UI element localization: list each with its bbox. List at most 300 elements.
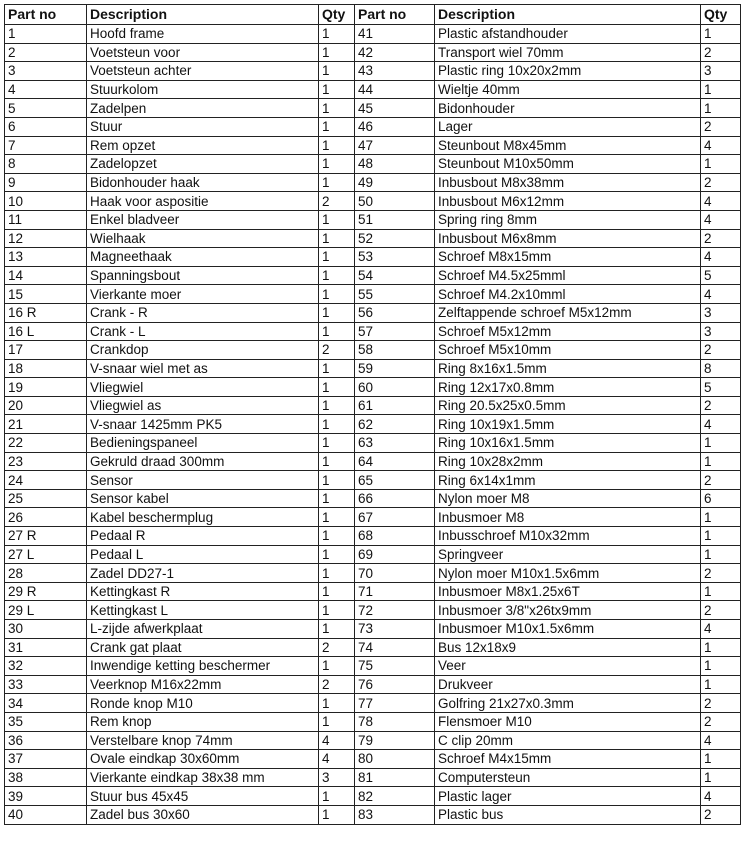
- cell-part-no-right: 81: [355, 768, 435, 787]
- cell-qty-right: 1: [701, 657, 741, 676]
- cell-qty-left: 1: [319, 80, 355, 99]
- cell-description-right: Schroef M5x10mm: [435, 341, 701, 360]
- cell-part-no-right: 50: [355, 192, 435, 211]
- cell-description-right: Inbusmoer M8: [435, 508, 701, 527]
- cell-part-no-right: 78: [355, 712, 435, 731]
- table-row: [5, 210, 741, 229]
- cell-description-right: Nylon moer M8: [435, 489, 701, 508]
- cell-qty-right: 2: [701, 712, 741, 731]
- cell-qty-right: 1: [701, 582, 741, 601]
- cell-description-right: Springveer: [435, 545, 701, 564]
- table-row: [5, 805, 741, 824]
- cell-description-right: Transport wiel 70mm: [435, 43, 701, 62]
- table-row: [5, 675, 741, 694]
- cell-description-right: Ring 6x14x1mm: [435, 471, 701, 490]
- cell-part-no-left: 6: [5, 117, 87, 136]
- cell-description-right: Steunbout M10x50mm: [435, 155, 701, 174]
- cell-part-no-left: 11: [5, 210, 87, 229]
- cell-part-no-left: 15: [5, 285, 87, 304]
- cell-part-no-right: 51: [355, 210, 435, 229]
- cell-qty-right: 1: [701, 675, 741, 694]
- cell-description-left: Vliegwiel as: [87, 396, 319, 415]
- cell-description-left: Zadelopzet: [87, 155, 319, 174]
- cell-description-right: Inbusmoer 3/8"x26tx9mm: [435, 601, 701, 620]
- cell-qty-right: 3: [701, 322, 741, 341]
- table-row: [5, 452, 741, 471]
- cell-part-no-left: 9: [5, 173, 87, 192]
- cell-qty-left: 1: [319, 266, 355, 285]
- cell-description-left: Vierkante eindkap 38x38 mm: [87, 768, 319, 787]
- cell-qty-left: 1: [319, 43, 355, 62]
- table-row: [5, 415, 741, 434]
- cell-description-right: Inbusmoer M8x1.25x6T: [435, 582, 701, 601]
- cell-qty-left: 1: [319, 489, 355, 508]
- cell-description-left: Crankdop: [87, 341, 319, 360]
- cell-qty-left: 1: [319, 712, 355, 731]
- cell-part-no-left: 18: [5, 359, 87, 378]
- cell-qty-left: 2: [319, 341, 355, 360]
- cell-part-no-left: 4: [5, 80, 87, 99]
- cell-part-no-left: 21: [5, 415, 87, 434]
- cell-qty-left: 1: [319, 25, 355, 44]
- cell-qty-right: 2: [701, 341, 741, 360]
- table-row: [5, 768, 741, 787]
- cell-part-no-left: 30: [5, 620, 87, 639]
- cell-part-no-left: 25: [5, 489, 87, 508]
- cell-qty-right: 2: [701, 396, 741, 415]
- cell-description-right: Ring 10x19x1.5mm: [435, 415, 701, 434]
- cell-part-no-left: 31: [5, 638, 87, 657]
- cell-qty-right: 5: [701, 378, 741, 397]
- cell-part-no-left: 3: [5, 62, 87, 81]
- cell-part-no-left: 20: [5, 396, 87, 415]
- cell-part-no-right: 55: [355, 285, 435, 304]
- cell-part-no-left: 5: [5, 99, 87, 118]
- cell-qty-left: 1: [319, 415, 355, 434]
- cell-description-right: Ring 20.5x25x0.5mm: [435, 396, 701, 415]
- cell-qty-right: 1: [701, 25, 741, 44]
- cell-part-no-left: 39: [5, 787, 87, 806]
- cell-description-left: Gekruld draad 300mm: [87, 452, 319, 471]
- cell-part-no-right: 57: [355, 322, 435, 341]
- cell-part-no-left: 29 R: [5, 582, 87, 601]
- table-row: [5, 508, 741, 527]
- cell-qty-right: 2: [701, 173, 741, 192]
- cell-part-no-right: 66: [355, 489, 435, 508]
- table-row: [5, 620, 741, 639]
- cell-part-no-right: 70: [355, 564, 435, 583]
- table-row: [5, 359, 741, 378]
- cell-description-left: Kettingkast R: [87, 582, 319, 601]
- cell-part-no-right: 49: [355, 173, 435, 192]
- cell-part-no-left: 28: [5, 564, 87, 583]
- cell-part-no-left: 27 L: [5, 545, 87, 564]
- cell-description-right: Inbusmoer M10x1.5x6mm: [435, 620, 701, 639]
- cell-qty-left: 4: [319, 750, 355, 769]
- cell-qty-right: 1: [701, 545, 741, 564]
- cell-description-left: Crank - L: [87, 322, 319, 341]
- cell-part-no-right: 73: [355, 620, 435, 639]
- cell-description-left: Crank - R: [87, 303, 319, 322]
- table-row: [5, 303, 741, 322]
- cell-qty-right: 1: [701, 80, 741, 99]
- cell-description-left: Stuur bus 45x45: [87, 787, 319, 806]
- cell-part-no-right: 76: [355, 675, 435, 694]
- cell-qty-right: 6: [701, 489, 741, 508]
- cell-part-no-left: 16 L: [5, 322, 87, 341]
- cell-qty-right: 3: [701, 303, 741, 322]
- cell-description-right: Ring 10x28x2mm: [435, 452, 701, 471]
- cell-part-no-left: 33: [5, 675, 87, 694]
- cell-qty-right: 1: [701, 750, 741, 769]
- cell-part-no-right: 69: [355, 545, 435, 564]
- cell-qty-right: 2: [701, 601, 741, 620]
- cell-qty-right: 2: [701, 694, 741, 713]
- header-description-left: Description: [87, 5, 319, 25]
- cell-description-right: Ring 10x16x1.5mm: [435, 434, 701, 453]
- cell-part-no-right: 77: [355, 694, 435, 713]
- cell-part-no-right: 47: [355, 136, 435, 155]
- cell-qty-right: 4: [701, 285, 741, 304]
- cell-qty-right: 4: [701, 136, 741, 155]
- cell-description-right: Inbusbout M6x12mm: [435, 192, 701, 211]
- cell-part-no-left: 26: [5, 508, 87, 527]
- cell-description-right: Plastic afstandhouder: [435, 25, 701, 44]
- cell-qty-left: 2: [319, 675, 355, 694]
- table-row: [5, 564, 741, 583]
- table-row: [5, 266, 741, 285]
- cell-qty-left: 1: [319, 285, 355, 304]
- cell-description-right: Schroef M4x15mm: [435, 750, 701, 769]
- cell-description-left: Zadelpen: [87, 99, 319, 118]
- cell-description-right: Plastic bus: [435, 805, 701, 824]
- cell-part-no-right: 62: [355, 415, 435, 434]
- table-row: [5, 582, 741, 601]
- table-row: [5, 248, 741, 267]
- cell-part-no-left: 1: [5, 25, 87, 44]
- table-row: [5, 62, 741, 81]
- cell-description-left: V-snaar wiel met as: [87, 359, 319, 378]
- cell-description-left: Zadel DD27-1: [87, 564, 319, 583]
- cell-part-no-right: 67: [355, 508, 435, 527]
- header-row: [5, 5, 741, 25]
- parts-table: [4, 4, 741, 825]
- cell-description-right: Wieltje 40mm: [435, 80, 701, 99]
- cell-part-no-left: 17: [5, 341, 87, 360]
- cell-description-left: Spanningsbout: [87, 266, 319, 285]
- cell-description-right: Golfring 21x27x0.3mm: [435, 694, 701, 713]
- cell-qty-left: 1: [319, 601, 355, 620]
- cell-qty-left: 1: [319, 359, 355, 378]
- cell-part-no-right: 45: [355, 99, 435, 118]
- cell-qty-left: 1: [319, 471, 355, 490]
- cell-description-right: Steunbout M8x45mm: [435, 136, 701, 155]
- cell-qty-right: 2: [701, 43, 741, 62]
- cell-part-no-left: 32: [5, 657, 87, 676]
- cell-qty-left: 1: [319, 303, 355, 322]
- cell-part-no-left: 34: [5, 694, 87, 713]
- cell-description-right: Inbusbout M8x38mm: [435, 173, 701, 192]
- cell-qty-right: 2: [701, 805, 741, 824]
- cell-description-left: Haak voor aspositie: [87, 192, 319, 211]
- table-row: [5, 396, 741, 415]
- table-row: [5, 80, 741, 99]
- cell-part-no-left: 35: [5, 712, 87, 731]
- cell-qty-left: 1: [319, 378, 355, 397]
- cell-qty-left: 1: [319, 248, 355, 267]
- cell-qty-right: 3: [701, 62, 741, 81]
- cell-description-left: Bidonhouder haak: [87, 173, 319, 192]
- cell-part-no-right: 56: [355, 303, 435, 322]
- header-part-no-right: Part no: [355, 5, 435, 25]
- cell-part-no-left: 38: [5, 768, 87, 787]
- cell-qty-left: 1: [319, 694, 355, 713]
- cell-qty-right: 4: [701, 731, 741, 750]
- cell-qty-right: 1: [701, 452, 741, 471]
- cell-description-right: Lager: [435, 117, 701, 136]
- cell-qty-left: 2: [319, 638, 355, 657]
- cell-description-left: Kabel beschermplug: [87, 508, 319, 527]
- table-row: [5, 341, 741, 360]
- table-row: [5, 434, 741, 453]
- cell-part-no-right: 82: [355, 787, 435, 806]
- cell-qty-left: 3: [319, 768, 355, 787]
- table-row: [5, 694, 741, 713]
- table-row: [5, 229, 741, 248]
- table-row: [5, 731, 741, 750]
- cell-part-no-right: 54: [355, 266, 435, 285]
- cell-part-no-right: 43: [355, 62, 435, 81]
- cell-part-no-left: 8: [5, 155, 87, 174]
- cell-qty-left: 1: [319, 136, 355, 155]
- header-part-no-left: Part no: [5, 5, 87, 25]
- cell-qty-right: 1: [701, 638, 741, 657]
- cell-part-no-right: 61: [355, 396, 435, 415]
- cell-qty-left: 4: [319, 731, 355, 750]
- cell-qty-left: 1: [319, 564, 355, 583]
- cell-description-left: Voetsteun voor: [87, 43, 319, 62]
- cell-part-no-left: 13: [5, 248, 87, 267]
- cell-description-left: Rem knop: [87, 712, 319, 731]
- cell-qty-right: 1: [701, 99, 741, 118]
- cell-qty-right: 8: [701, 359, 741, 378]
- cell-part-no-right: 42: [355, 43, 435, 62]
- cell-description-left: Enkel bladveer: [87, 210, 319, 229]
- cell-qty-left: 1: [319, 173, 355, 192]
- cell-qty-right: 4: [701, 787, 741, 806]
- table-row: [5, 712, 741, 731]
- header-qty-left: Qty: [319, 5, 355, 25]
- cell-description-right: Spring ring 8mm: [435, 210, 701, 229]
- cell-qty-right: 4: [701, 210, 741, 229]
- cell-description-left: L-zijde afwerkplaat: [87, 620, 319, 639]
- cell-qty-left: 1: [319, 229, 355, 248]
- cell-qty-left: 1: [319, 620, 355, 639]
- cell-part-no-right: 68: [355, 527, 435, 546]
- cell-qty-right: 4: [701, 192, 741, 211]
- cell-description-left: Pedaal L: [87, 545, 319, 564]
- table-row: [5, 117, 741, 136]
- table-row: [5, 322, 741, 341]
- cell-part-no-left: 40: [5, 805, 87, 824]
- cell-part-no-right: 63: [355, 434, 435, 453]
- cell-description-right: Schroef M8x15mm: [435, 248, 701, 267]
- cell-part-no-right: 48: [355, 155, 435, 174]
- cell-part-no-left: 16 R: [5, 303, 87, 322]
- cell-qty-left: 1: [319, 322, 355, 341]
- cell-qty-right: 2: [701, 229, 741, 248]
- cell-description-right: Schroef M4.5x25mml: [435, 266, 701, 285]
- cell-description-right: Plastic ring 10x20x2mm: [435, 62, 701, 81]
- cell-qty-left: 1: [319, 62, 355, 81]
- cell-part-no-right: 52: [355, 229, 435, 248]
- cell-part-no-right: 74: [355, 638, 435, 657]
- cell-qty-right: 5: [701, 266, 741, 285]
- cell-qty-right: 2: [701, 117, 741, 136]
- cell-qty-right: 4: [701, 415, 741, 434]
- table-row: [5, 285, 741, 304]
- cell-description-left: Pedaal R: [87, 527, 319, 546]
- cell-description-right: Schroef M4.2x10mml: [435, 285, 701, 304]
- cell-description-right: Schroef M5x12mm: [435, 322, 701, 341]
- cell-part-no-right: 80: [355, 750, 435, 769]
- cell-qty-left: 1: [319, 508, 355, 527]
- parts-table-body: [5, 25, 741, 825]
- cell-qty-left: 1: [319, 657, 355, 676]
- cell-part-no-right: 41: [355, 25, 435, 44]
- cell-part-no-right: 59: [355, 359, 435, 378]
- cell-part-no-left: 36: [5, 731, 87, 750]
- cell-description-left: Vliegwiel: [87, 378, 319, 397]
- table-row: [5, 471, 741, 490]
- cell-qty-left: 1: [319, 434, 355, 453]
- cell-part-no-left: 24: [5, 471, 87, 490]
- cell-qty-left: 1: [319, 210, 355, 229]
- cell-description-left: Wielhaak: [87, 229, 319, 248]
- table-row: [5, 527, 741, 546]
- cell-description-left: Crank gat plaat: [87, 638, 319, 657]
- table-row: [5, 43, 741, 62]
- table-row: [5, 173, 741, 192]
- cell-qty-left: 1: [319, 155, 355, 174]
- cell-qty-left: 1: [319, 582, 355, 601]
- cell-qty-left: 1: [319, 99, 355, 118]
- table-row: [5, 136, 741, 155]
- cell-part-no-left: 37: [5, 750, 87, 769]
- cell-part-no-left: 22: [5, 434, 87, 453]
- table-row: [5, 192, 741, 211]
- cell-description-left: Magneethaak: [87, 248, 319, 267]
- cell-part-no-left: 29 L: [5, 601, 87, 620]
- cell-description-left: Sensor kabel: [87, 489, 319, 508]
- cell-description-right: Plastic lager: [435, 787, 701, 806]
- cell-qty-right: 4: [701, 620, 741, 639]
- table-row: [5, 750, 741, 769]
- cell-part-no-right: 64: [355, 452, 435, 471]
- cell-part-no-right: 79: [355, 731, 435, 750]
- cell-qty-right: 1: [701, 508, 741, 527]
- cell-description-left: Hoofd frame: [87, 25, 319, 44]
- table-row: [5, 545, 741, 564]
- cell-part-no-right: 44: [355, 80, 435, 99]
- cell-qty-left: 1: [319, 396, 355, 415]
- cell-part-no-left: 10: [5, 192, 87, 211]
- cell-description-left: Ronde knop M10: [87, 694, 319, 713]
- cell-qty-right: 1: [701, 768, 741, 787]
- header-description-right: Description: [435, 5, 701, 25]
- cell-qty-left: 1: [319, 805, 355, 824]
- cell-description-left: Bedieningspaneel: [87, 434, 319, 453]
- cell-description-left: Voetsteun achter: [87, 62, 319, 81]
- cell-qty-right: 1: [701, 155, 741, 174]
- cell-part-no-right: 65: [355, 471, 435, 490]
- cell-part-no-right: 58: [355, 341, 435, 360]
- cell-description-right: Inbusschroef M10x32mm: [435, 527, 701, 546]
- cell-description-right: Ring 8x16x1.5mm: [435, 359, 701, 378]
- cell-description-right: Zelftappende schroef M5x12mm: [435, 303, 701, 322]
- cell-qty-right: 1: [701, 434, 741, 453]
- cell-part-no-left: 7: [5, 136, 87, 155]
- cell-description-left: Stuurkolom: [87, 80, 319, 99]
- cell-description-right: C clip 20mm: [435, 731, 701, 750]
- cell-qty-left: 1: [319, 787, 355, 806]
- cell-description-right: Veer: [435, 657, 701, 676]
- cell-part-no-right: 71: [355, 582, 435, 601]
- cell-description-left: Verstelbare knop 74mm: [87, 731, 319, 750]
- cell-description-right: Computersteun: [435, 768, 701, 787]
- cell-qty-right: 2: [701, 564, 741, 583]
- cell-description-left: Sensor: [87, 471, 319, 490]
- cell-part-no-right: 72: [355, 601, 435, 620]
- cell-description-left: Ovale eindkap 30x60mm: [87, 750, 319, 769]
- table-row: [5, 378, 741, 397]
- cell-description-left: Zadel bus 30x60: [87, 805, 319, 824]
- cell-part-no-left: 2: [5, 43, 87, 62]
- cell-description-left: Rem opzet: [87, 136, 319, 155]
- cell-description-left: Veerknop M16x22mm: [87, 675, 319, 694]
- cell-description-left: Vierkante moer: [87, 285, 319, 304]
- cell-part-no-right: 46: [355, 117, 435, 136]
- cell-description-left: Inwendige ketting beschermer: [87, 657, 319, 676]
- table-row: [5, 601, 741, 620]
- cell-description-right: Bidonhouder: [435, 99, 701, 118]
- table-row: [5, 638, 741, 657]
- cell-description-right: Bus 12x18x9: [435, 638, 701, 657]
- table-row: [5, 657, 741, 676]
- cell-part-no-right: 75: [355, 657, 435, 676]
- cell-description-right: Drukveer: [435, 675, 701, 694]
- cell-qty-left: 1: [319, 545, 355, 564]
- cell-description-left: Kettingkast L: [87, 601, 319, 620]
- table-row: [5, 155, 741, 174]
- cell-part-no-left: 23: [5, 452, 87, 471]
- table-row: [5, 25, 741, 44]
- cell-description-right: Nylon moer M10x1.5x6mm: [435, 564, 701, 583]
- cell-description-left: Stuur: [87, 117, 319, 136]
- header-qty-right: Qty: [701, 5, 741, 25]
- cell-part-no-left: 19: [5, 378, 87, 397]
- cell-part-no-right: 60: [355, 378, 435, 397]
- cell-description-left: V-snaar 1425mm PK5: [87, 415, 319, 434]
- cell-description-right: Inbusbout M6x8mm: [435, 229, 701, 248]
- cell-description-right: Flensmoer M10: [435, 712, 701, 731]
- cell-qty-left: 1: [319, 527, 355, 546]
- cell-qty-right: 4: [701, 248, 741, 267]
- cell-description-right: Ring 12x17x0.8mm: [435, 378, 701, 397]
- cell-part-no-right: 53: [355, 248, 435, 267]
- cell-qty-left: 1: [319, 117, 355, 136]
- cell-qty-left: 2: [319, 192, 355, 211]
